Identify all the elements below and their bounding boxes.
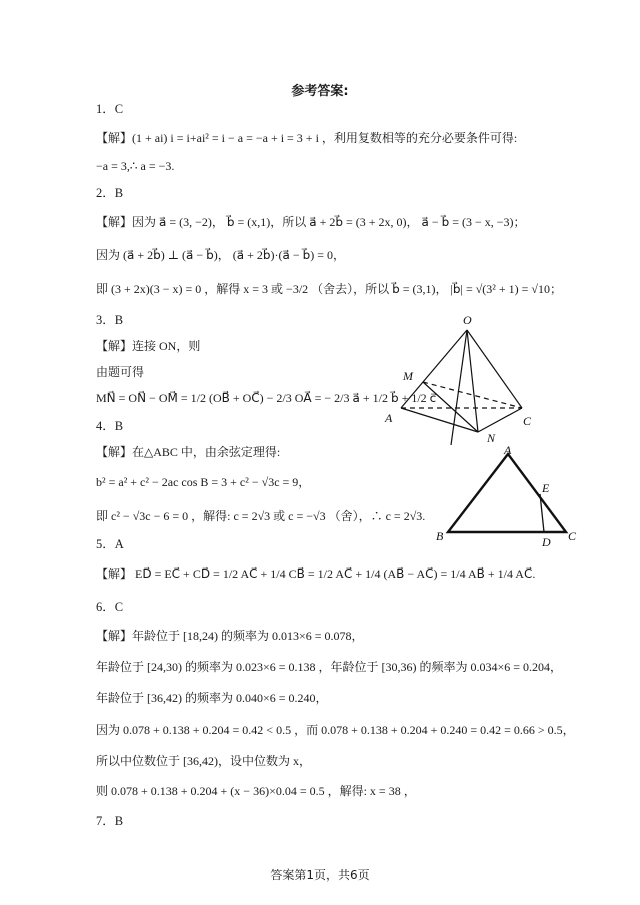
vertex-label-b: B [436, 529, 444, 543]
point-label-n: N [487, 431, 496, 445]
answer-5-number: 5．A [96, 537, 124, 551]
answer-6-line-4: 因为 0.078 + 0.138 + 0.204 = 0.42 < 0.5 ，而 0.078 + 0.138 + 0.204 + 0.240 = 0.42 = 0.66 > 0.5， [96, 723, 575, 737]
point-label-d: D [542, 535, 551, 548]
vertex-label-c: C [523, 414, 532, 428]
answer-6-line-5: 所以中位数位于 [36,42)，设中位数为 x， [96, 754, 311, 768]
answer-4-line-1: 【解】在△ABC 中，由余弦定理得: [96, 445, 281, 459]
vertex-label-c: C [568, 529, 577, 543]
page-footer: 答案第1页，共6页 [270, 868, 370, 882]
answer-4-line-2: b² = a² + c² − 2ac cos B = 3 + c² − √3c = 9， [96, 475, 311, 489]
answer-2-line-1: 【解】因为 a⃗ = (3, −2)， b⃗ = (x,1)，所以 a⃗ + 2b⃗ = (3 + 2x, 0)， a⃗ − b⃗ = (3 − x, −3)； [96, 215, 526, 229]
answer-6-line-6: 则 0.078 + 0.138 + 0.204 + (x − 36)×0.04 = 0.5 ，解得: x = 38 ， [96, 784, 416, 798]
point-label-e: E [542, 481, 550, 495]
page-title: 参考答案: [291, 84, 349, 99]
answer-3-number: 3．B [96, 313, 124, 327]
answer-2-number: 2．B [96, 186, 124, 200]
answer-3-line-1: 【解】连接 ON，则 [96, 339, 201, 353]
answer-7-number: 7．B [96, 814, 124, 828]
answer-6-number: 6．C [96, 600, 124, 614]
answer-6-line-3: 年龄位于 [36,42) 的频率为 0.040×6 = 0.240， [96, 691, 328, 705]
answer-5-line-1: 【解】 ED⃗ = EC⃗ + CD⃗ = 1/2 AC⃗ + 1/4 CB⃗ = 1/2 AC⃗ + 1/4 (AB⃗ − AC⃗) = 1/4 AB⃗ + 1/4 AC⃗. [96, 567, 536, 581]
vertex-label-a: A [385, 411, 393, 425]
answer-1-line-1: 【解】(1 + ai) i = i+ai² = i − a = −a + i = 3 + i ，利用复数相等的充分必要条件可得: [96, 131, 518, 145]
answer-2-line-3: 即 (3 + 2x)(3 − x) = 0 ，解得 x = 3 或 −3/2 （舍去），所以 b⃗ = (3,1)， |b⃗| = √(3² + 1) = √10； [96, 282, 563, 296]
answer-6-line-2: 年龄位于 [24,30) 的频率为 0.023×6 = 0.138 ，年龄位于 [30,36) 的频率为 0.034×6 = 0.204， [96, 660, 563, 674]
vertex-label-a: A [504, 444, 512, 457]
tetrahedron-figure [375, 310, 555, 450]
triangle-figure [432, 444, 592, 548]
answer-3-line-2: 由题可得 [96, 365, 145, 379]
answer-4-number: 4．B [96, 419, 124, 433]
vertex-label-o: O [463, 313, 472, 327]
answer-4-line-3: 即 c² − √3c − 6 = 0 ，解得: c = 2√3 或 c = −√3 （舍），∴ c = 2√3. [96, 509, 426, 523]
answer-3-line-3: MN⃗ = ON⃗ − OM⃗ = 1/2 (OB⃗ + OC⃗) − 2/3 OA⃗ = − 2/3 a⃗ + 1/2 b⃗ + 1/2 c⃗ [96, 391, 437, 405]
answer-1-number: 1．C [96, 102, 124, 116]
point-label-m: M [403, 369, 413, 383]
answer-6-line-1: 【解】年龄位于 [18,24) 的频率为 0.013×6 = 0.078， [96, 629, 364, 643]
answer-1-line-2: −a = 3,∴ a = −3. [96, 159, 175, 173]
answer-2-line-2: 因为 (a⃗ + 2b⃗) ⊥ (a⃗ − b⃗)， (a⃗ + 2b⃗)·(a⃗ − b⃗) = 0， [96, 248, 345, 262]
